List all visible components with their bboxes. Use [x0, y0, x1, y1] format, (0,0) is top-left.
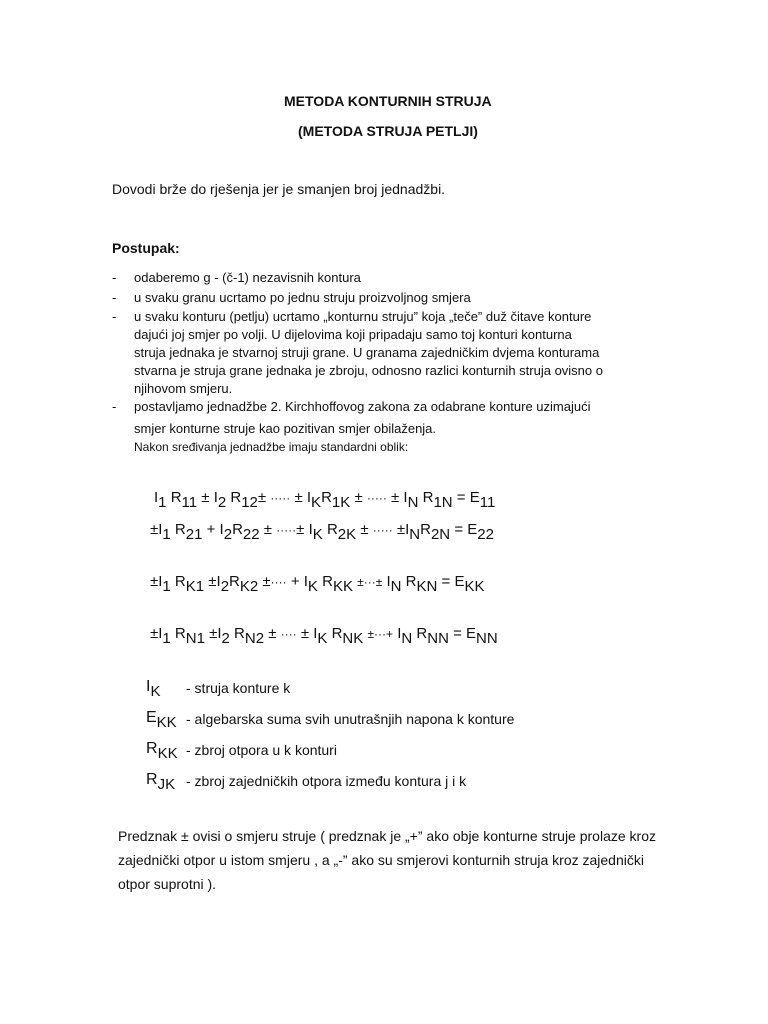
definition-symbol: $R_{JK}$	[146, 771, 176, 793]
title-line-2: (METODA STRUJA PETLJI)	[298, 123, 478, 139]
bullet-marker: -	[112, 399, 117, 414]
bullet-text: postavljamo jednadžbe 2. Kirchhoffovog zakona za odabrane konture uzimajući	[134, 399, 591, 414]
bullet-text: njihovom smjeru.	[134, 381, 233, 396]
definition-text: - zbroj otpora u k konturi	[186, 742, 337, 758]
bullet-text: struja jednaka je stvarnoj struji grane. U granama zajedničkim dvjema konturama	[134, 345, 600, 360]
bullet-text: u svaku granu ucrtamo po jednu struju proizvoljnog smjera	[134, 290, 471, 305]
bullet-text: dajući joj smjer po volji. U dijelovima koji pripadaju samo toj konturi konturna	[134, 327, 572, 342]
bullet-text: stvarna je struja grane jednaka je zbroju, odnosno razlici konturnih struja ovisno o	[134, 363, 603, 378]
equation-row-2: $\pm I_1$ $R_{21} + I_2R_{22}$ ± ·····± $I_K$ $R_{2K}$ ± ····· $\pm I_NR_{2N} = E_{22}$	[150, 521, 494, 543]
definition-text: - struja konture k	[186, 680, 291, 696]
equation-row-4: $\pm I_1$ $R_{N1} \pm I_2$ $R_{N2}$ ± ···· ± $I_K$ $R_{NK}$ ±···+ $I_N$ $R_{NN} = E_{NN}$	[150, 625, 498, 647]
bullet-text: odaberemo g - (č-1) nezavisnih kontura	[134, 270, 361, 285]
standard-form-note: Nakon sređivanja jednadžbe imaju standardni oblik:	[134, 440, 409, 454]
equation-row-1: $I_1$ $R_{11} \pm I_2$ $R_{12}\pm$ ····· ± $I_KR_{1K}$ ± ····· ± $I_N$ $R_{1N} = E_{11}$	[154, 489, 496, 511]
bullet-text: u svaku konturu (petlju) ucrtamo „konturnu struju” koja „teče” duž čitave konture	[134, 309, 592, 324]
intro-text: Dovodi brže do rješenja jer je smanjen broj jednadžbi.	[112, 181, 446, 197]
title-line-1: METODA KONTURNIH STRUJA	[284, 93, 492, 109]
definition-text: - zbroj zajedničkih otpora između kontura j i k	[186, 773, 467, 789]
definition-text: - algebarska suma svih unutrašnjih napona k konture	[186, 711, 515, 727]
bullet-text: smjer konturne struje kao pozitivan smjer obilaženja.	[134, 421, 437, 436]
equation-row-3: $\pm I_1$ $R_{K1} \pm I_2R_{K2}$ ±···· + $I_K$ $R_{KK}$ ±···± $I_N$ $R_{KN} = E_{KK}$	[150, 573, 485, 595]
sign-note: Predznak ± ovisi o smjeru struje ( predznak je „+” ako obje konturne struje prolaze kroz zajednički otpor u istom smjeru , a „-” ako su smjerovi konturnih struja kroz zajednički otpor suprotni ).	[118, 828, 656, 892]
definition-symbol: $I_K$	[146, 678, 161, 700]
section-heading: Postupak:	[112, 240, 180, 256]
definition-symbol: $R_{KK}$	[146, 740, 178, 762]
definition-symbol: $E_{KK}$	[146, 709, 177, 731]
bullet-marker: -	[112, 290, 117, 305]
bullet-marker: -	[112, 270, 117, 285]
bullet-marker: -	[112, 309, 117, 324]
